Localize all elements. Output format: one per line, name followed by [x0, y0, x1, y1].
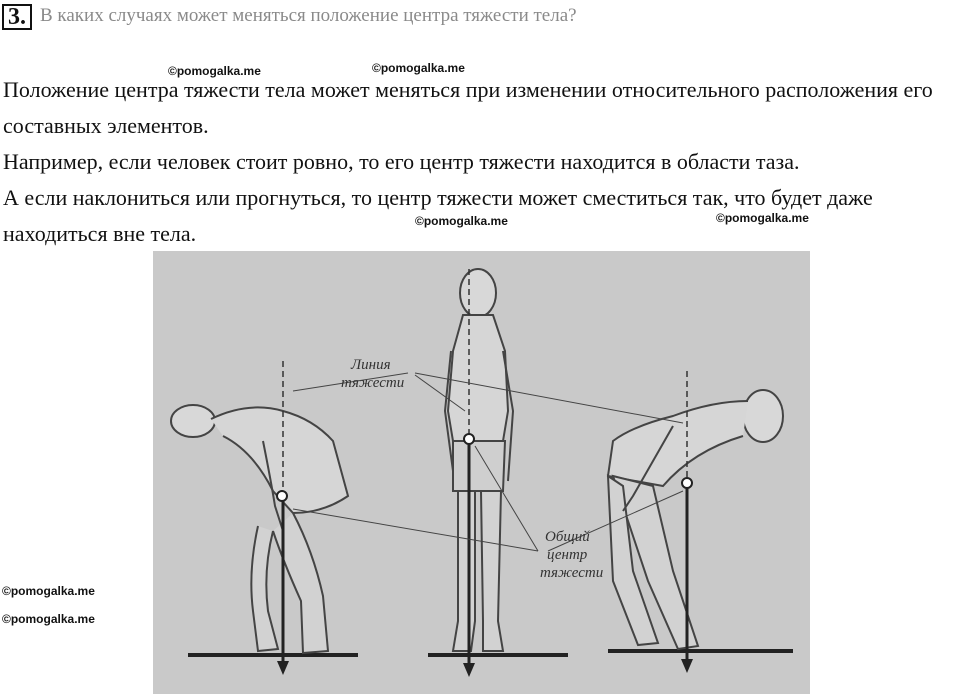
- label-line: тяжести: [341, 375, 405, 391]
- center-of-gravity-marker: [464, 434, 474, 444]
- center-of-gravity-illustration: [153, 251, 810, 694]
- answer-paragraph: Например, если человек стоит ровно, то его центр тяжести находится в области таза.: [3, 149, 800, 174]
- figure-standing: [445, 269, 513, 651]
- answer-paragraph: А если наклониться или прогнуться, то центр тяжести может сместиться так, что будет даже находиться вне тела.: [3, 185, 873, 246]
- center-of-gravity-marker: [682, 478, 692, 488]
- figure-bending-back: [171, 405, 348, 653]
- label-line: центр: [547, 547, 588, 563]
- arrow-head: [681, 659, 693, 673]
- label-line-of-gravity: [341, 357, 404, 391]
- watermark: ©pomogalka.me: [2, 612, 95, 626]
- answer-paragraph: Положение центра тяжести тела может меняться при изменении относительного расположения его составных элементов.: [3, 77, 933, 138]
- watermark: ©pomogalka.me: [168, 64, 261, 78]
- watermark: ©pomogalka.me: [372, 61, 465, 75]
- center-of-gravity-marker: [277, 491, 287, 501]
- arrow-head: [463, 663, 475, 677]
- watermark: ©pomogalka.me: [716, 211, 809, 225]
- label-line: Линия: [351, 357, 391, 373]
- question-number: 3.: [2, 4, 32, 30]
- watermark: ©pomogalka.me: [2, 584, 95, 598]
- label-line: Общий: [545, 529, 590, 545]
- question-text: В каких случаях может меняться положение центра тяжести тела?: [40, 5, 577, 26]
- figure-bending-forward: [608, 390, 783, 649]
- illustration-svg: [153, 251, 810, 694]
- label-line: тяжести: [540, 565, 604, 581]
- arrow-head: [277, 661, 289, 675]
- label-center-of-gravity: [540, 529, 603, 581]
- watermark: ©pomogalka.me: [415, 214, 508, 228]
